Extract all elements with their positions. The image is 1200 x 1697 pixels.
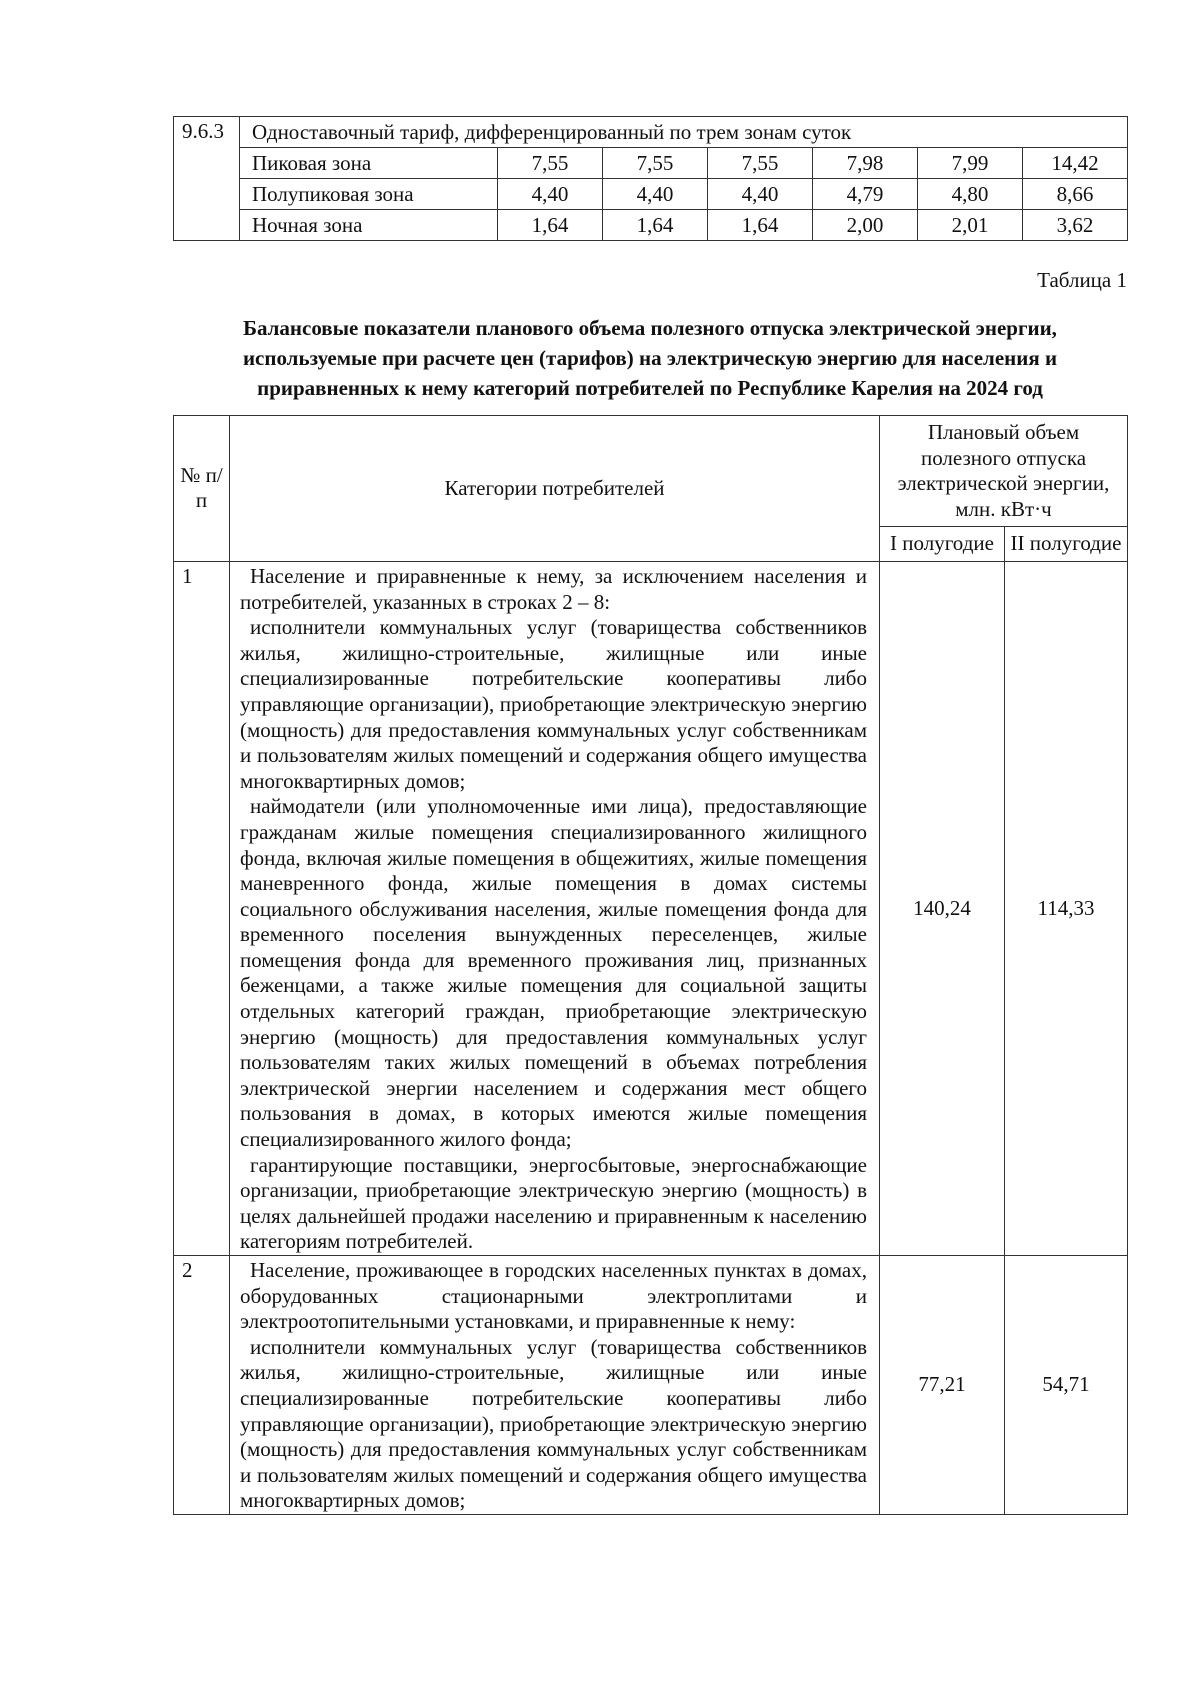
tariff-zone-name: Пиковая зона: [240, 148, 498, 179]
tariff-cell: 1,64: [603, 210, 708, 241]
tariff-row: [174, 148, 1128, 179]
table-caption: Таблица 1: [1037, 268, 1127, 292]
header-category: Категории потребителей: [230, 416, 880, 562]
heading-line: Балансовые показатели планового объема полезного отпуска электрической энергии,: [243, 316, 1057, 340]
tariff-cell: 14,42: [1023, 148, 1128, 179]
row-description: [230, 561, 880, 1255]
tariff-zone-name: Полупиковая зона: [240, 179, 498, 210]
header-half-2: II полугодие: [1005, 527, 1128, 562]
row-paragraph: исполнители коммунальных услуг (товарищества собственников жилья, жилищно-строительные, жилищные или иные специализированные потребительские кооперативы либо управляющие организации), приобретающие электрическую энергию (мощность) для предоставления коммунальных услуг собственникам и пользователям жилых помещений и содержания общего имущества многоквартирных домов;: [240, 1334, 867, 1513]
row-number: 2: [174, 1256, 230, 1515]
tariff-table: [173, 116, 1128, 241]
row-paragraph: Население и приравненные к нему, за исключением населения и потребителей, указанных в строках 2 – 8:: [240, 563, 867, 614]
tariff-cell: 8,66: [1023, 179, 1128, 210]
tariff-cell: 4,40: [603, 179, 708, 210]
tariff-cell: 1,64: [708, 210, 813, 241]
balance-table: [173, 415, 1128, 1515]
tariff-cell: 4,79: [813, 179, 918, 210]
tariff-cell: 2,01: [918, 210, 1023, 241]
tariff-cell: 7,99: [918, 148, 1023, 179]
tariff-cell: 7,55: [603, 148, 708, 179]
row-number: 1: [174, 561, 230, 1255]
header-num: № п/п: [174, 416, 230, 562]
tariff-cell: 7,55: [498, 148, 603, 179]
tariff-code: 9.6.3: [174, 117, 240, 241]
row-paragraph: гарантирующие поставщики, энергосбытовые, энергоснабжающие организации, приобретающие электрическую энергию (мощность) в целях дальнейшей продажи населению и приравненным к населению категориям потребителей.: [240, 1152, 867, 1254]
row-paragraph: Население, проживающее в городских населенных пунктах в домах, оборудованных стационарными электроплитами и электроотопительными установками, и приравненные к нему:: [240, 1258, 867, 1334]
value-half-1: 77,21: [880, 1256, 1005, 1515]
heading-line: используемые при расчете цен (тарифов) на электрическую энергию для населения и: [242, 346, 1058, 370]
tariff-cell: 7,55: [708, 148, 813, 179]
tariff-cell: 3,62: [1023, 210, 1128, 241]
tariff-cell: 1,64: [498, 210, 603, 241]
table-row: [174, 561, 1128, 1255]
tariff-cell: 2,00: [813, 210, 918, 241]
row-paragraph: исполнители коммунальных услуг (товарищества собственников жилья, жилищно-строительные, жилищные или иные специализированные потребительские кооперативы либо управляющие организации), приобретающие электрическую энергию (мощность) для предоставления коммунальных услуг собственникам и пользователям жилых помещений и содержания общего имущества многоквартирных домов;: [240, 615, 867, 793]
tariff-cell: 7,98: [813, 148, 918, 179]
value-half-2: 54,71: [1005, 1256, 1128, 1515]
tariff-row: [174, 210, 1128, 241]
header-volume: Плановый объем полезного отпуска электрической энергии, млн. кВт·ч: [880, 416, 1128, 527]
tariff-zone-name: Ночная зона: [240, 210, 498, 241]
tariff-row: [174, 179, 1128, 210]
balance-header-row: [174, 416, 1128, 527]
row-paragraph: наймодатели (или уполномоченные ими лица), предоставляющие гражданам жилые помещения специализированного жилищного фонда, включая жилые помещения в общежитиях, жилые помещения маневренного фонда, жилые помещения в домах системы социального обслуживания населения, жилые помещения фонда для временного поселения вынужденных переселенцев, жилые помещения фонда для временного проживания лиц, признанных беженцами, а также жилые помещения для социальной защиты отдельных категорий граждан, приобретающие электрическую энергию (мощность) для предоставления коммунальных услуг пользователям таких жилых помещений в объемах потребления электрической энергии населением и содержания мест общего пользования в домах, в которых имеются жилые помещения специализированного жилого фонда;: [240, 794, 867, 1152]
heading-line: приравненных к нему категорий потребителей по Республике Карелия на 2024 год: [257, 376, 1043, 400]
document-heading: [173, 313, 1127, 403]
value-half-1: 140,24: [880, 561, 1005, 1255]
tariff-title: Одноставочный тариф, дифференцированный по трем зонам суток: [240, 117, 1128, 148]
tariff-cell: 4,40: [498, 179, 603, 210]
tariff-header-row: [174, 117, 1128, 148]
tariff-cell: 4,80: [918, 179, 1023, 210]
header-half-1: I полугодие: [880, 527, 1005, 562]
row-description: [230, 1256, 880, 1515]
tariff-cell: 4,40: [708, 179, 813, 210]
table-row: [174, 1256, 1128, 1515]
value-half-2: 114,33: [1005, 561, 1128, 1255]
